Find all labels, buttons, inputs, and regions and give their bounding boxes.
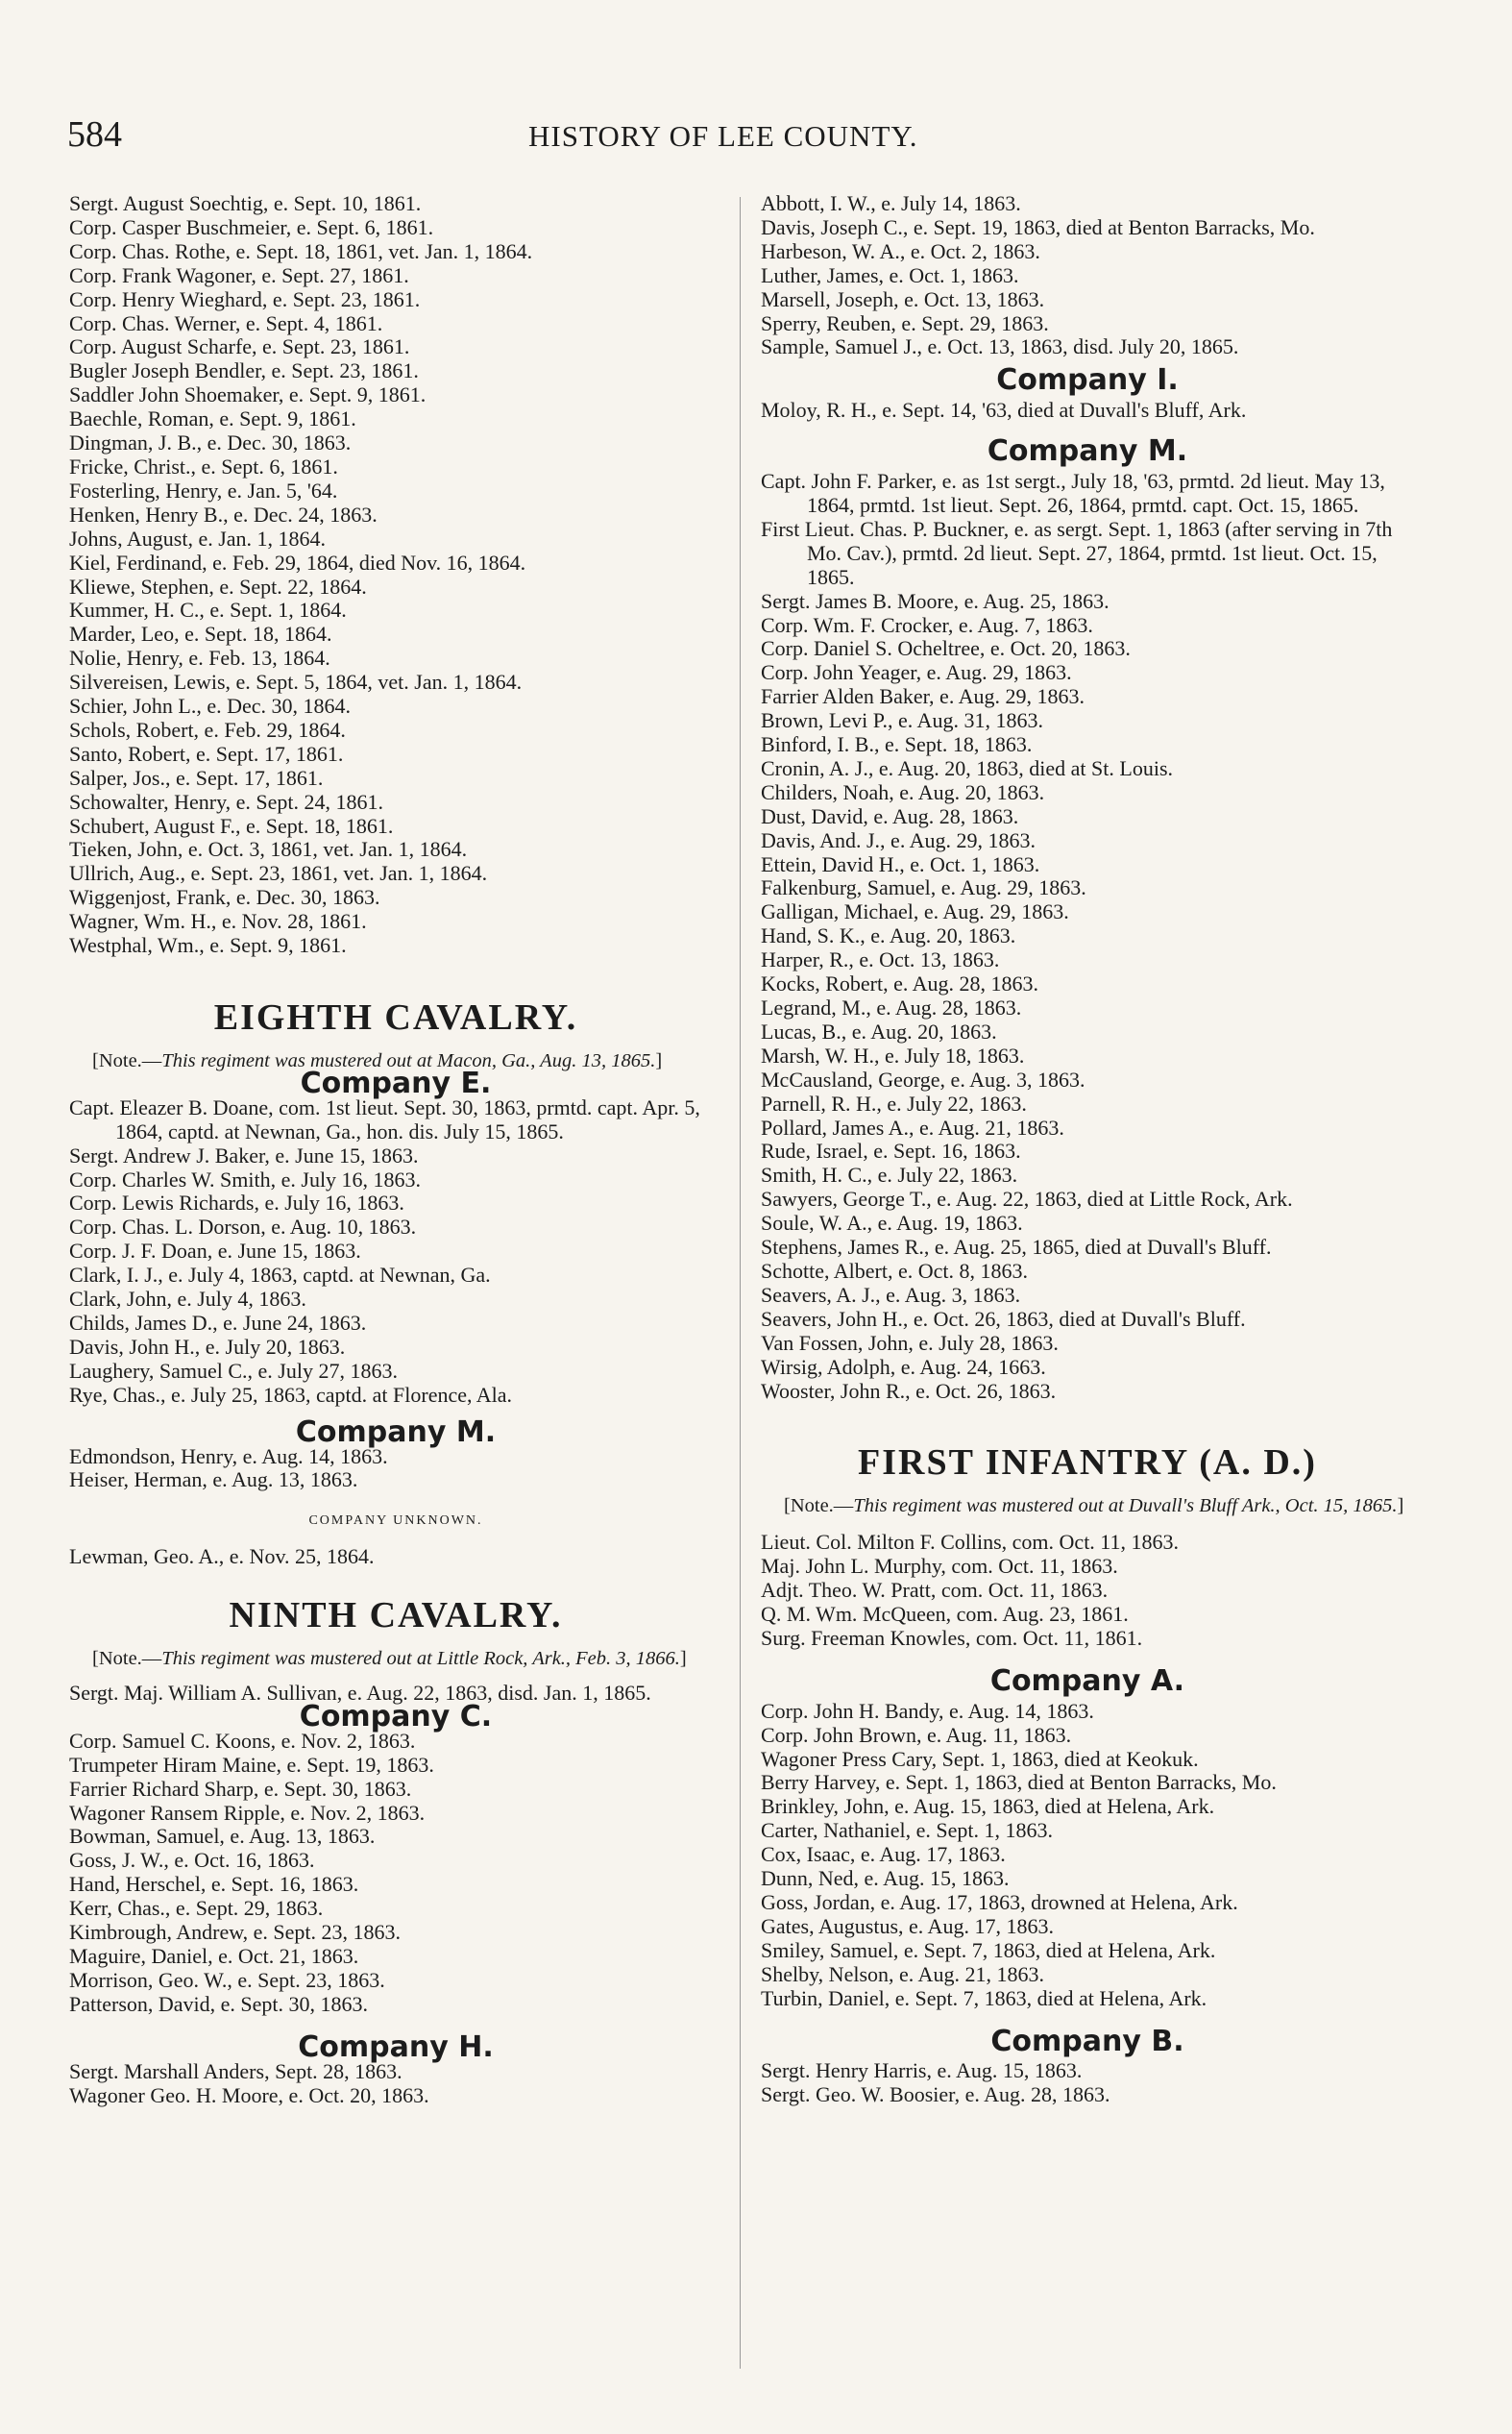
roster-entry: Sample, Samuel J., e. Oct. 13, 1863, disd. July 20, 1865. bbox=[761, 334, 1239, 359]
roster-entry: Smith, H. C., e. July 22, 1863. bbox=[761, 1163, 1018, 1188]
roster-entry: Childers, Noah, e. Aug. 20, 1863. bbox=[761, 779, 1045, 804]
roster-entry: Surg. Freeman Knowles, com. Oct. 11, 1861. bbox=[761, 1625, 1143, 1650]
roster-entry: Brinkley, John, e. Aug. 15, 1863, died at Helena, Ark. bbox=[761, 1794, 1215, 1819]
roster-entry: Sperry, Reuben, e. Sept. 29, 1863. bbox=[761, 310, 1049, 335]
roster-entry: Schier, John L., e. Dec. 30, 1864. bbox=[69, 694, 352, 719]
roster-entry: Kliewe, Stephen, e. Sept. 22, 1864. bbox=[69, 574, 367, 599]
roster-entry: Smiley, Samuel, e. Sept. 7, 1863, died at Helena, Ark. bbox=[761, 1937, 1216, 1962]
roster-entry: Corp. August Scharfe, e. Sept. 23, 1861. bbox=[69, 334, 410, 359]
roster-entry: Corp. John Brown, e. Aug. 11, 1863. bbox=[761, 1722, 1072, 1747]
roster-entry: Brown, Levi P., e. Aug. 31, 1863. bbox=[761, 708, 1043, 733]
roster-entry: Corp. John Yeager, e. Aug. 29, 1863. bbox=[761, 660, 1072, 685]
roster-entry: Dunn, Ned, e. Aug. 15, 1863. bbox=[761, 1866, 1010, 1891]
roster-entry: Goss, J. W., e. Oct. 16, 1863. bbox=[69, 1848, 315, 1873]
roster-entry: Ullrich, Aug., e. Sept. 23, 1861, vet. Jan. 1, 1864. bbox=[69, 861, 488, 886]
regiment-heading: EIGHTH CAVALRY. bbox=[213, 997, 578, 1038]
roster-entry: Harper, R., e. Oct. 13, 1863. bbox=[761, 947, 1000, 972]
roster-entry: Corp. Chas. Werner, e. Sept. 4, 1861. bbox=[69, 310, 383, 335]
roster-entry: Corp. Chas. Rothe, e. Sept. 18, 1861, vet. Jan. 1, 1864. bbox=[69, 238, 533, 263]
roster-entry: Pollard, James A., e. Aug. 21, 1863. bbox=[761, 1115, 1064, 1140]
roster-entry: Wagner, Wm. H., e. Nov. 28, 1861. bbox=[69, 909, 367, 934]
roster-entry: Corp. Frank Wagoner, e. Sept. 27, 1861. bbox=[69, 262, 409, 287]
roster-entry: Hand, S. K., e. Aug. 20, 1863. bbox=[761, 923, 1016, 948]
note-close: ] bbox=[679, 1648, 687, 1670]
roster-entry: Bowman, Samuel, e. Aug. 13, 1863. bbox=[69, 1824, 376, 1849]
roster-entry: Davis, John H., e. July 20, 1863. bbox=[69, 1334, 346, 1359]
roster-entry: Parnell, R. H., e. July 22, 1863. bbox=[761, 1091, 1027, 1116]
roster-list bbox=[69, 1445, 722, 1493]
roster-entry: Salper, Jos., e. Sept. 17, 1861. bbox=[69, 765, 324, 790]
regiment-note bbox=[761, 1494, 1414, 1517]
roster-entry: Rye, Chas., e. July 25, 1863, captd. at Florence, Ala. bbox=[69, 1382, 513, 1407]
roster-entry: Wiggenjost, Frank, e. Dec. 30, 1863. bbox=[69, 885, 380, 910]
company-heading: Company M. bbox=[295, 1414, 497, 1449]
page-header bbox=[67, 113, 1470, 161]
roster-entry: Galligan, Michael, e. Aug. 29, 1863. bbox=[761, 899, 1069, 924]
roster-entry: Schols, Robert, e. Feb. 29, 1864. bbox=[69, 717, 346, 742]
roster-entry: Kummer, H. C., e. Sept. 1, 1864. bbox=[69, 598, 347, 623]
roster-entry: Corp. J. F. Doan, e. June 15, 1863. bbox=[69, 1239, 361, 1264]
roster-entry: Edmondson, Henry, e. Aug. 14, 1863. bbox=[69, 1443, 388, 1468]
roster-entry: Sergt. James B. Moore, e. Aug. 25, 1863. bbox=[761, 588, 1110, 613]
roster-entry: Moloy, R. H., e. Sept. 14, '63, died at Duvall's Bluff, Ark. bbox=[761, 398, 1247, 423]
roster-entry: Soule, W. A., e. Aug. 19, 1863. bbox=[761, 1211, 1023, 1236]
roster-entry: Kocks, Robert, e. Aug. 28, 1863. bbox=[761, 971, 1039, 996]
roster-entry: Sergt. Andrew J. Baker, e. June 15, 1863. bbox=[69, 1143, 419, 1168]
roster-entry: Maguire, Daniel, e. Oct. 21, 1863. bbox=[69, 1944, 359, 1968]
roster-entry: Corp. Samuel C. Koons, e. Nov. 2, 1863. bbox=[69, 1728, 416, 1753]
company-unknown-heading: COMPANY UNKNOWN. bbox=[308, 1513, 483, 1529]
page-number: 584 bbox=[67, 114, 122, 155]
roster-entry: Fricke, Christ., e. Sept. 6, 1861. bbox=[69, 454, 338, 479]
roster-list bbox=[761, 2059, 1414, 2107]
roster-entry: Nolie, Henry, e. Feb. 13, 1864. bbox=[69, 646, 330, 671]
roster-entry: Sergt. Geo. W. Boosier, e. Aug. 28, 1863. bbox=[761, 2082, 1110, 2107]
note-text: This regiment was mustered out at Duvall's Bluff Ark., Oct. 15, 1865. bbox=[853, 1495, 1398, 1517]
roster-entry: Farrier Richard Sharp, e. Sept. 30, 1863. bbox=[69, 1776, 412, 1801]
roster-entry: Davis, Joseph C., e. Sept. 19, 1863, died at Benton Barracks, Mo. bbox=[761, 214, 1315, 239]
roster-entry: Morrison, Geo. W., e. Sept. 23, 1863. bbox=[69, 1967, 385, 1992]
roster-entry: Adjt. Theo. W. Pratt, com. Oct. 11, 1863. bbox=[761, 1578, 1109, 1603]
roster-entry: Gates, Augustus, e. Aug. 17, 1863. bbox=[761, 1913, 1054, 1938]
roster-entry: Clark, John, e. July 4, 1863. bbox=[69, 1287, 306, 1312]
roster-entry: Lewman, Geo. A., e. Nov. 25, 1864. bbox=[69, 1544, 375, 1569]
roster-entry: Dingman, J. B., e. Dec. 30, 1863. bbox=[69, 430, 352, 455]
roster-entry: Sergt. Maj. William A. Sullivan, e. Aug. 22, 1863, disd. Jan. 1, 1865. bbox=[69, 1681, 651, 1706]
roster-list bbox=[761, 1531, 1414, 1651]
roster-list bbox=[69, 1096, 722, 1408]
roster-entry: Harbeson, W. A., e. Oct. 2, 1863. bbox=[761, 238, 1040, 263]
roster-entry: Marder, Leo, e. Sept. 18, 1864. bbox=[69, 622, 332, 647]
roster-entry: Santo, Robert, e. Sept. 17, 1861. bbox=[69, 741, 344, 766]
roster-entry: Capt. John F. Parker, e. as 1st sergt., July 18, '63, prmtd. 2d lieut. May 13, 1864, prmtd. 1st lieut. Sept. 26, 1864, prmtd. capt. Oct. 15, 1865. bbox=[761, 469, 1385, 517]
roster-list bbox=[69, 1730, 722, 2017]
roster-list bbox=[761, 192, 1414, 359]
roster-entry: Kerr, Chas., e. Sept. 29, 1863. bbox=[69, 1896, 324, 1921]
roster-list bbox=[761, 399, 1414, 423]
note-close: ] bbox=[1397, 1495, 1404, 1517]
roster-entry: Carter, Nathaniel, e. Sept. 1, 1863. bbox=[761, 1818, 1053, 1843]
roster-entry: Marsell, Joseph, e. Oct. 13, 1863. bbox=[761, 286, 1045, 311]
roster-entry: Ettein, David H., e. Oct. 1, 1863. bbox=[761, 851, 1040, 876]
roster-entry: Shelby, Nelson, e. Aug. 21, 1863. bbox=[761, 1961, 1044, 1986]
roster-list bbox=[69, 192, 722, 958]
note-close: ] bbox=[655, 1049, 663, 1071]
roster-entry: Seavers, John H., e. Oct. 26, 1863, died at Duvall's Bluff. bbox=[761, 1306, 1246, 1331]
roster-entry: Sawyers, George T., e. Aug. 22, 1863, died at Little Rock, Ark. bbox=[761, 1187, 1293, 1212]
roster-entry: Sergt. August Soechtig, e. Sept. 10, 1861. bbox=[69, 191, 422, 215]
note-text: This regiment was mustered out at Macon, Ga., Aug. 13, 1865. bbox=[161, 1049, 656, 1071]
roster-entry: Silvereisen, Lewis, e. Sept. 5, 1864, vet. Jan. 1, 1864. bbox=[69, 670, 523, 695]
roster-list bbox=[761, 1700, 1414, 2011]
roster-entry: Johns, August, e. Jan. 1, 1864. bbox=[69, 526, 327, 551]
company-heading: Company M. bbox=[987, 434, 1188, 469]
note-label: [Note.— bbox=[92, 1049, 162, 1071]
roster-entry: Marsh, W. H., e. July 18, 1863. bbox=[761, 1043, 1025, 1068]
roster-entry: Baechle, Roman, e. Sept. 9, 1861. bbox=[69, 406, 356, 431]
roster-entry: Sergt. Henry Harris, e. Aug. 15, 1863. bbox=[761, 2058, 1083, 2083]
roster-entry: Fosterling, Henry, e. Jan. 5, '64. bbox=[69, 478, 338, 503]
left-column bbox=[69, 192, 722, 2107]
roster-entry: Schowalter, Henry, e. Sept. 24, 1861. bbox=[69, 789, 384, 814]
roster-entry: Binford, I. B., e. Sept. 18, 1863. bbox=[761, 732, 1033, 757]
regiment-note bbox=[69, 1647, 722, 1670]
roster-entry: Kimbrough, Andrew, e. Sept. 23, 1863. bbox=[69, 1920, 402, 1945]
roster-entry: Lieut. Col. Milton F. Collins, com. Oct. 11, 1863. bbox=[761, 1530, 1179, 1555]
roster-entry: Schubert, August F., e. Sept. 18, 1861. bbox=[69, 813, 394, 838]
roster-entry: Maj. John L. Murphy, com. Oct. 11, 1863. bbox=[761, 1554, 1118, 1579]
company-heading: Company H. bbox=[298, 2029, 494, 2064]
roster-entry: Davis, And. J., e. Aug. 29, 1863. bbox=[761, 827, 1036, 852]
roster-entry: Patterson, David, e. Sept. 30, 1863. bbox=[69, 1991, 369, 2016]
roster-entry: Kiel, Ferdinand, e. Feb. 29, 1864, died Nov. 16, 1864. bbox=[69, 550, 526, 575]
roster-entry: Q. M. Wm. McQueen, com. Aug. 23, 1861. bbox=[761, 1602, 1129, 1627]
roster-entry: Luther, James, e. Oct. 1, 1863. bbox=[761, 262, 1019, 287]
roster-entry: Clark, I. J., e. July 4, 1863, captd. at Newnan, Ga. bbox=[69, 1263, 491, 1288]
roster-entry: Wagoner Press Cary, Sept. 1, 1863, died at Keokuk. bbox=[761, 1746, 1199, 1771]
roster-entry: Berry Harvey, e. Sept. 1, 1863, died at Benton Barracks, Mo. bbox=[761, 1770, 1277, 1795]
roster-list bbox=[761, 470, 1414, 1403]
company-heading: Company I. bbox=[996, 363, 1179, 398]
roster-entry: Rude, Israel, e. Sept. 16, 1863. bbox=[761, 1139, 1021, 1164]
roster-entry: Capt. Eleazer B. Doane, com. 1st lieut. Sept. 30, 1863, prmtd. capt. Apr. 5, 1864, captd. at Newnan, Ga., hon. dis. July 15, 1865. bbox=[69, 1094, 700, 1143]
roster-entry: Hand, Herschel, e. Sept. 16, 1863. bbox=[69, 1872, 359, 1897]
regiment-heading: NINTH CAVALRY. bbox=[229, 1595, 563, 1636]
roster-list bbox=[69, 2060, 722, 2108]
company-heading: Company C. bbox=[299, 1699, 493, 1733]
roster-entry: Tieken, John, e. Oct. 3, 1861, vet. Jan. 1, 1864. bbox=[69, 837, 468, 862]
roster-entry: Falkenburg, Samuel, e. Aug. 29, 1863. bbox=[761, 875, 1086, 900]
roster-entry: Laughery, Samuel C., e. July 27, 1863. bbox=[69, 1358, 398, 1383]
note-label: [Note.— bbox=[784, 1495, 854, 1517]
roster-entry: Cox, Isaac, e. Aug. 17, 1863. bbox=[761, 1842, 1006, 1867]
roster-entry: Abbott, I. W., e. July 14, 1863. bbox=[761, 191, 1021, 215]
roster-entry: Schotte, Albert, e. Oct. 8, 1863. bbox=[761, 1258, 1029, 1283]
roster-entry: Seavers, A. J., e. Aug. 3, 1863. bbox=[761, 1282, 1021, 1307]
note-text: This regiment was mustered out at Little Rock, Ark., Feb. 3, 1866. bbox=[161, 1648, 680, 1670]
roster-entry: Farrier Alden Baker, e. Aug. 29, 1863. bbox=[761, 684, 1085, 709]
roster-entry: Sergt. Marshall Anders, Sept. 28, 1863. bbox=[69, 2058, 402, 2083]
roster-entry: Trumpeter Hiram Maine, e. Sept. 19, 1863. bbox=[69, 1752, 434, 1777]
roster-entry: Bugler Joseph Bendler, e. Sept. 23, 1861. bbox=[69, 358, 419, 383]
company-heading: Company A. bbox=[989, 1663, 1185, 1698]
company-heading: Company B. bbox=[990, 2024, 1184, 2058]
roster-entry: Wagoner Ransem Ripple, e. Nov. 2, 1863. bbox=[69, 1800, 426, 1825]
roster-entry: Wooster, John R., e. Oct. 26, 1863. bbox=[761, 1378, 1057, 1403]
right-column bbox=[761, 192, 1414, 2107]
note-label: [Note.— bbox=[92, 1648, 162, 1670]
roster-entry: Corp. Charles W. Smith, e. July 16, 1863. bbox=[69, 1167, 422, 1192]
roster-entry: Legrand, M., e. Aug. 28, 1863. bbox=[761, 996, 1022, 1020]
roster-entry: Corp. Casper Buschmeier, e. Sept. 6, 1861. bbox=[69, 214, 434, 239]
column-divider bbox=[740, 197, 741, 2369]
running-head: HISTORY OF LEE COUNTY. bbox=[528, 119, 918, 153]
roster-entry: Henken, Henry B., e. Dec. 24, 1863. bbox=[69, 502, 378, 527]
roster-entry: Van Fossen, John, e. July 28, 1863. bbox=[761, 1330, 1059, 1355]
roster-entry: First Lieut. Chas. P. Buckner, e. as sergt. Sept. 1, 1863 (after serving in 7th Mo. Cav.), prmtd. 2d lieut. Sept. 27, 1864, prmtd. 1st lieut. Oct. 15, 1865. bbox=[761, 516, 1393, 589]
roster-entry: Corp. Henry Wieghard, e. Sept. 23, 1861. bbox=[69, 286, 421, 311]
roster-entry: Corp. Lewis Richards, e. July 16, 1863. bbox=[69, 1191, 404, 1216]
roster-entry: Corp. Wm. F. Crocker, e. Aug. 7, 1863. bbox=[761, 612, 1093, 637]
roster-entry: McCausland, George, e. Aug. 3, 1863. bbox=[761, 1067, 1085, 1092]
roster-entry: Dust, David, e. Aug. 28, 1863. bbox=[761, 803, 1019, 828]
roster-entry: Goss, Jordan, e. Aug. 17, 1863, drowned at Helena, Ark. bbox=[761, 1890, 1238, 1914]
roster-entry: Corp. Chas. L. Dorson, e. Aug. 10, 1863. bbox=[69, 1215, 417, 1240]
roster-entry: Heiser, Herman, e. Aug. 13, 1863. bbox=[69, 1467, 358, 1492]
regiment-heading: FIRST INFANTRY (A. D.) bbox=[858, 1442, 1317, 1484]
roster-entry: Childs, James D., e. June 24, 1863. bbox=[69, 1310, 367, 1335]
roster-entry: Turbin, Daniel, e. Sept. 7, 1863, died at Helena, Ark. bbox=[761, 1985, 1207, 2010]
roster-entry: Stephens, James R., e. Aug. 25, 1865, died at Duvall's Bluff. bbox=[761, 1235, 1272, 1260]
company-heading: Company E. bbox=[300, 1066, 492, 1100]
roster-entry: Westphal, Wm., e. Sept. 9, 1861. bbox=[69, 933, 347, 958]
roster-entry: Corp. John H. Bandy, e. Aug. 14, 1863. bbox=[761, 1698, 1094, 1723]
roster-entry: Cronin, A. J., e. Aug. 20, 1863, died at St. Louis. bbox=[761, 755, 1173, 780]
roster-list bbox=[69, 1545, 722, 1569]
roster-entry: Saddler John Shoemaker, e. Sept. 9, 1861. bbox=[69, 382, 427, 407]
roster-entry: Corp. Daniel S. Ocheltree, e. Oct. 20, 1863. bbox=[761, 636, 1131, 661]
roster-entry: Lucas, B., e. Aug. 20, 1863. bbox=[761, 1019, 997, 1044]
roster-entry: Wirsig, Adolph, e. Aug. 24, 1663. bbox=[761, 1354, 1046, 1379]
roster-entry: Wagoner Geo. H. Moore, e. Oct. 20, 1863. bbox=[69, 2082, 429, 2107]
